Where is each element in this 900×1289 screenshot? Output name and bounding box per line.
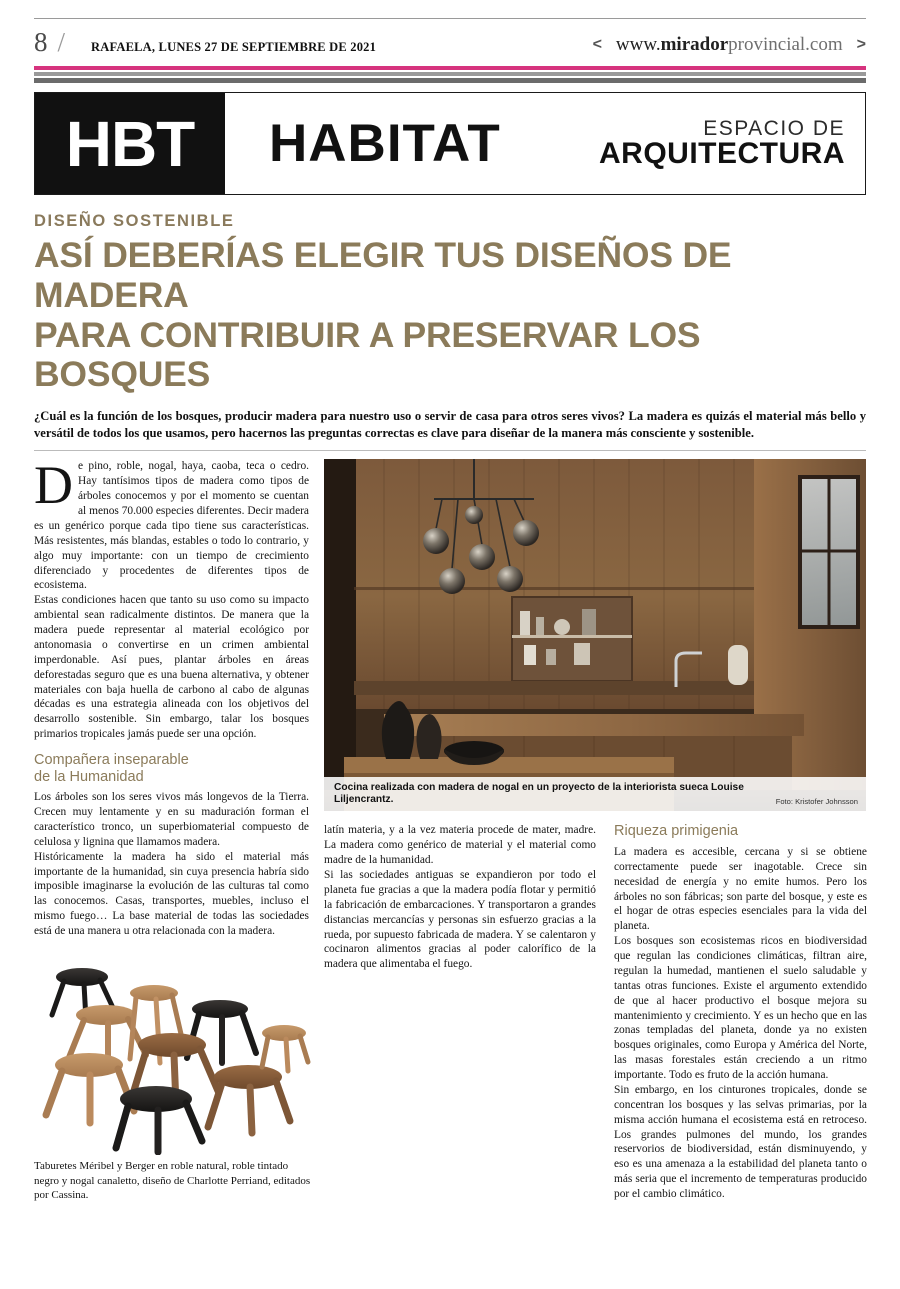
paragraph: De pino, roble, nogal, haya, caoba, teca o cedro. Hay tantísimos tipos de madera como tipos de árboles conocemos y por el momento se cuentan al menos 70.000 especies diferentes. Decir madera es un genérico porque cada tipo tiene sus características. Más resistentes, más blandas, estables o todo lo contrario, y algo muy importante: con un tiempo de crecimiento diferenciado y procedentes de diferentes tipos de ecosistema. — [34, 455, 309, 592]
logo-main — [225, 93, 865, 194]
rule-dark — [34, 78, 866, 83]
headline-line-2: PARA CONTRIBUIR A PRESERVAR LOS BOSQUES — [34, 314, 701, 395]
section-subtitle-line1: ESPACIO DE — [703, 116, 845, 140]
paragraph: Los árboles son los seres vivos más longevos de la Tierra. Crecen muy lentamente y en su maduración forman el característico tronco, un superbiomaterial compuesto de celulosa y lignina que llamamos madera. — [34, 791, 309, 848]
url-suffix: provincial.com — [728, 34, 843, 55]
paragraph: Históricamente la madera ha sido el material más importante de la humanidad, sin cuya presencia habría sido imposible imaginarse la evolución de las culturas tal como las conocemos. Casas, transportes, muebles, incluso el mismo fuego… La base material de todas las sociedades está de una manera u otra relacionada con la madera. — [34, 850, 309, 937]
subheading-2: Riqueza primigenia — [614, 823, 739, 840]
article-lede: ¿Cuál es la función de los bosques, producir madera para nuestro uso o servir de casa para otros seres vivos? La madera es quizás el material más bello y versátil de todos los que usamos, pero hacernos las preguntas correctas es clave para diseñar de la manera más consciente y sostenible. — [34, 409, 866, 440]
article-kicker: DISEÑO SOSTENIBLE — [34, 212, 235, 230]
page-number: 8 — [34, 27, 48, 57]
prev-arrow-icon[interactable]: < — [592, 36, 602, 53]
stools-photo-illustration — [34, 937, 312, 1155]
website-url[interactable] — [616, 34, 843, 56]
photo-caption-box — [324, 777, 866, 811]
header-right — [593, 34, 866, 58]
dateline: RAFAELA, LUNES 27 DE SEPTIEMBRE DE 2021 — [91, 40, 377, 54]
section-title: HABITAT — [269, 114, 501, 173]
url-brand: mirador — [660, 34, 729, 55]
headline-line-1: ASÍ DEBERÍAS ELEGIR TUS DISEÑOS DE MADERA — [34, 235, 732, 315]
kitchen-photo-illustration — [324, 459, 866, 811]
column-1 — [34, 455, 309, 968]
next-arrow-icon[interactable]: > — [856, 36, 866, 53]
url-prefix: www. — [615, 34, 661, 55]
subheading-line-2: de la Humanidad — [34, 768, 144, 785]
header-left — [34, 27, 376, 58]
page-number-slash: / — [57, 27, 66, 57]
section-logo-block — [34, 92, 866, 195]
page-header — [34, 27, 866, 64]
paragraph: Si las sociedades antiguas se expandieron por todo el planeta fue gracias a que la madera podía flotar y permitió la fabricación de embarcaciones. Y transportaron a grandes distancias mercancías y personas sin esfuerzo gracias a la rueda, por supuesto fabricada de madera. Y se calentaron y cocinaron alimentos gracias al poder calorífico de la madera que alimentaba el fuego. — [324, 869, 596, 971]
paragraph: La madera es accesible, cercana y si se obtiene correctamente puede ser inagotable. Crece sin necesidad de energía y no emite humos. Pero los árboles no son fábricas; son parte del bosque, y este es el hogar de otras especies esenciales para la vida del planeta. — [614, 845, 867, 933]
stools-caption: Taburetes Méribel y Berger en roble natural, roble tintado negro y nogal canaletto, diseño de Charlotte Perriand, editados por Cassina. — [34, 1160, 311, 1201]
top-divider — [34, 18, 866, 19]
article-body — [34, 455, 867, 1289]
subheading-1 — [34, 752, 309, 785]
article-headline — [34, 236, 866, 395]
paragraph: Sin embargo, en los cinturones tropicales, donde se concentran los bosques y las selvas primarias, por la misma acción humana el ecosistema está en retroceso. Los grandes pulmones del mundo, los grandes reservorios de biodiversidad, están disminuyendo, y eso es una amenaza a la estabilidad del planeta tanto o más seria que el incremento de temperaturas producido por el cambio climático. — [614, 1083, 867, 1201]
stools-photo — [34, 937, 312, 1155]
section-subtitle-line2: ARQUITECTURA — [599, 136, 845, 170]
header-rule-stack — [34, 66, 866, 83]
column-2 — [324, 823, 596, 972]
section-subtitle — [599, 118, 845, 170]
column-3 — [614, 823, 867, 1202]
lede-divider — [34, 450, 866, 451]
photo-caption: Cocina realizada con madera de nogal en un proyecto de la interiorista sueca Louise Liljencrantz. — [334, 782, 744, 806]
hbt-logo-mark: HBT — [35, 93, 225, 194]
kitchen-photo — [324, 459, 866, 811]
photo-credit: Foto: Kristofer Johnsson — [775, 797, 858, 807]
paragraph: Estas condiciones hacen que tanto su uso como su impacto ambiental sean radicalmente distintos. De manera que la madera puede representar al material ecológico por antonomasia o convertirse en un crimen ambiental imperdonable. Así pues, plantar árboles en áreas deforestadas seguro que es una buena alternativa, y obtener materiales con baja huella de carbono al cabo de algunas décadas es una estrategia alineada con los objetivos del desarrollo sostenible. Sin embargo, talar los bosques primarios tropicales jamás puede ser una opción. — [34, 594, 309, 741]
subheading-line-1: Compañera inseparable — [34, 752, 189, 769]
paragraph: latín materia, y a la vez materia procede de mater, madre. La madera como genérico de material y el material como madre de la humanidad. — [324, 824, 596, 867]
paragraph: Los bosques son ecosistemas ricos en biodiversidad que regulan las condiciones climáticas, filtran aire, regulan la humedad, mantienen el suelo saludable y tantas otras funciones. Existe el argumento extendido de que al hacer productivo el bosque mejora su mantenimiento y crecimiento. Y es un hecho que en las zonas templadas del planeta, donde ya no existen bosques originales, como Europa y América del Norte, las masas forestales están creciendo a un ritmo importante. Todo es fruto de la acción humana. — [614, 935, 867, 1082]
